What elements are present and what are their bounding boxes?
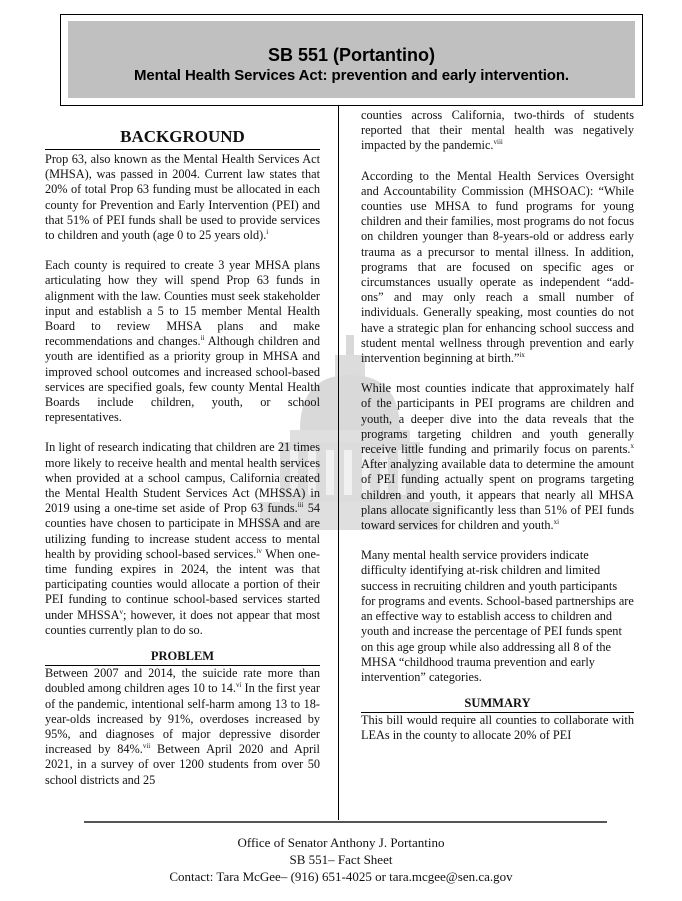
text: When one-time funding expires in 2024, the intent was that participating counties would allocate a portion of their PEI funding to continue school-based services started under MHSSA — [45, 546, 321, 622]
text: According to the Mental Health Services Oversight and Accountability Commission (MHSOAC): “While counties use MHSA to fund programs for young children and their families, most programs do not focus on children younger than 8-years-old or address early trauma as a precursor to mental illness. In addition, programs that are focused on specific ages or circumstances usually operate as independent “add-ons” and may only reach a small number of individuals. Generally speaking, most counties do not have a strategic plan for enhancing school success and student mental wellness through prevention and early intervention beginning at birth.” — [361, 168, 634, 366]
background-paragraph-1 — [45, 152, 320, 243]
problem-paragraph-1-start — [45, 666, 320, 788]
background-paragraph-2 — [45, 258, 320, 425]
title-banner — [68, 21, 635, 98]
footnote-ref: vi — [235, 681, 242, 690]
text: Between 2007 and 2014, the suicide rate more than doubled among children ages 10 to 14. — [45, 666, 320, 696]
footnote-ref: viii — [493, 138, 503, 147]
text: ; however, it does not appear that most counties currently plan to do so. — [45, 607, 321, 637]
footnote-ref: vii — [142, 742, 151, 751]
footer-contact: Contact: Tara McGee– (916) 651-4025 or tara.mcgee@sen.ca.gov — [169, 869, 513, 884]
text: After analyzing available data to determine the amount of PEI funding actually spent on programs targeting children and youth, it appears that nearly all MHSA plans allocate significantly less than 51% of PEI funds toward services for children and youth. — [361, 457, 634, 533]
text: In light of research indicating that children are 21 times more likely to receive health and mental health services when provided at a school campus, California created the Mental Health Student Services Act (MHSSA) in 2019 using a one-time set aside of Prop 63 funds. — [45, 440, 320, 516]
text: counties across California, two-thirds of students reported that their mental health was negatively impacted by the pandemic. — [361, 108, 634, 153]
bill-title: SB 551 (Portantino) — [267, 44, 436, 65]
text: In the first year of the pandemic, intentional self-harm among 13 to 18-year-olds increased by 91%, overdoses increased by 95%, and diagnoses of major depressive disorder increased by 84%. — [45, 681, 320, 757]
text: Although children and youth are identified as a priority group in MHSA and improved school outcomes and increased school-based services are specified goals, few county Mental Health Boards include children, youth, or school representatives. — [45, 334, 320, 425]
problem-paragraph-2 — [361, 169, 634, 367]
bill-subtitle: Mental Health Services Act: prevention and early intervention. — [133, 66, 570, 84]
footnote-ref: ix — [519, 350, 525, 359]
text: Each county is required to create 3 year MHSA plans articulating how they will spend Prop 63 funds in alignment with the law. Counties must seek stakeholder input and establish a 5 to 15 member Mental Health Board to review MHSA plans and make recommendations and changes. — [45, 258, 320, 349]
summary-paragraph: This bill would require all counties to collaborate with LEAs in the county to allocate 20% of PEI — [361, 713, 634, 743]
footer-office: Office of Senator Anthony J. Portantino — [237, 835, 445, 850]
right-column — [361, 108, 634, 759]
footer-fact-sheet: SB 551– Fact Sheet — [289, 852, 393, 867]
footer-rule — [84, 821, 607, 823]
title-box — [60, 14, 643, 106]
footnote-ref: v — [119, 607, 123, 616]
summary-heading: SUMMARY — [361, 696, 634, 713]
footnote-ref: xi — [553, 517, 560, 526]
text: Between April 2020 and April 2021, in a survey of over 1200 students from over 50 school districts and 25 — [45, 742, 320, 787]
column-divider — [338, 106, 339, 820]
left-column — [45, 126, 320, 803]
text: 54 counties have chosen to participate in MHSSA and are utilizing funding to increase student access to mental health by providing school-based services. — [45, 501, 320, 561]
text: While most counties indicate that approximately half of the participants in PEI programs are children and youth, a deeper dive into the data reveals that the programs targeting children and youth generally receive little funding and primarily focus on parents. — [361, 381, 634, 457]
problem-paragraph-4: Many mental health service providers indicate difficulty identifying at-risk children and limited success in recruiting children and youth participants for programs and events. School-based partnerships are an effective way to establish access to children and youth and increase the percentage of PEI funds spent on this age group while also addressing all 8 of the MHSA “childhood trauma prevention and early intervention” categories. — [361, 548, 634, 684]
text: Prop 63, also known as the Mental Health Services Act (MHSA), was passed in 2004. Current law states that 20% of total Prop 63 funding must be allocated in each county for Prevention and Early Intervention (PEI) and that 51% of PEI funds shall be used to provide services to children and youth (age 0 to 25 years old). — [45, 152, 320, 243]
problem-paragraph-3 — [361, 381, 634, 533]
background-paragraph-3 — [45, 440, 320, 638]
background-heading: BACKGROUND — [45, 126, 320, 150]
footer — [0, 834, 682, 885]
footnote-ref: iii — [297, 501, 304, 510]
problem-paragraph-1-continued — [361, 108, 634, 154]
footnote-ref: x — [630, 441, 634, 450]
footnote-ref: iv — [256, 546, 262, 555]
footnote-ref: i — [266, 227, 269, 236]
footnote-ref: ii — [200, 334, 205, 343]
problem-heading: PROBLEM — [45, 649, 320, 666]
